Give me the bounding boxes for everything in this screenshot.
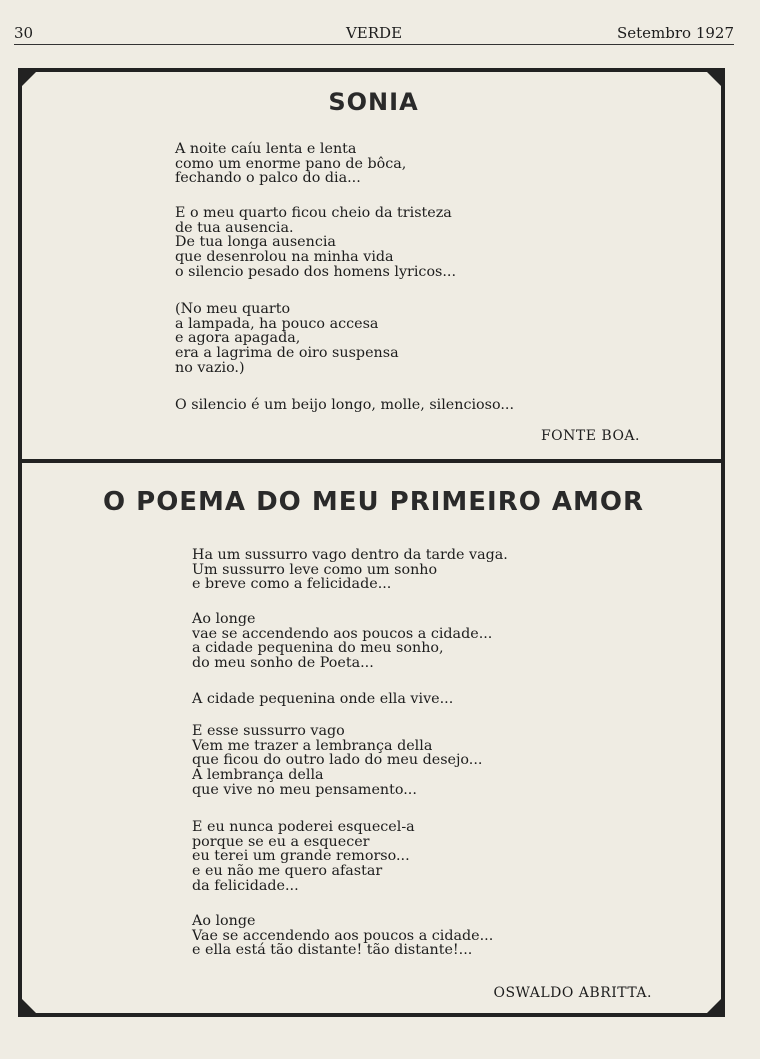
- poem-line: e breve como a felicidade...: [192, 576, 392, 593]
- poem-line: A lembrança della: [192, 767, 324, 784]
- poem2-stanza: [192, 820, 415, 894]
- poem2-stanza: [192, 724, 482, 798]
- poem-line: fechando o palco do dia...: [175, 170, 361, 187]
- poem-line: Um sussurro leve como um sonho: [192, 561, 438, 578]
- page-number: 30: [14, 24, 34, 42]
- poem2-stanza: [192, 692, 453, 707]
- poem-line: Vae se accendendo aos poucos a cidade...: [192, 927, 494, 944]
- poem-line: e eu não me quero afastar: [192, 863, 383, 880]
- poem2-author: OSWALDO ABRITTA.: [493, 985, 652, 1001]
- poem-line: O silencio é um beijo longo, molle, silencioso...: [175, 397, 514, 413]
- poem-line: De tua longa ausencia: [175, 234, 336, 251]
- corner-ornament-top-right: [703, 68, 725, 90]
- poem1-stanza: [175, 302, 399, 376]
- poem-line: E esse sussurro vago: [192, 723, 345, 739]
- corner-ornament-bottom-right: [703, 995, 725, 1017]
- poem1-stanza: [175, 206, 456, 280]
- issue-date: Setembro 1927: [616, 24, 734, 42]
- poem-line: vae se accendendo aos poucos a cidade...: [192, 625, 493, 642]
- poem-line: e ella está tão distante! tão distante!...: [192, 942, 473, 959]
- poem-line: porque se eu a esquecer: [192, 833, 370, 850]
- poem-line: A noite caíu lenta e lenta: [175, 141, 357, 157]
- poem-line: que ficou do outro lado do meu desejo...: [192, 752, 483, 769]
- poem-line: o silencio pesado dos homens lyricos...: [175, 263, 457, 280]
- poem-line: de tua ausencia.: [175, 219, 294, 236]
- poem-line: do meu sonho de Poeta...: [192, 655, 374, 672]
- poem-line: e agora apagada,: [175, 330, 301, 347]
- poem-title-primeiro-amor: O POEMA DO MEU PRIMEIRO AMOR: [102, 487, 644, 517]
- poem-line: Ao longe: [192, 913, 256, 929]
- poem-line: que vive no meu pensamento...: [192, 781, 417, 798]
- poem-line: Ao longe: [192, 611, 256, 627]
- poem2-stanza: [192, 548, 508, 592]
- poem-line: (No meu quarto: [175, 301, 291, 317]
- corner-ornament-top-left: [18, 68, 40, 90]
- poem1-stanza: [175, 398, 514, 413]
- frame-divider: [18, 459, 725, 463]
- poem2-stanza: [192, 612, 492, 671]
- poem-line: eu terei um grande remorso...: [192, 848, 410, 865]
- poem-line: como um enorme pano de bôca,: [175, 155, 407, 172]
- corner-ornament-bottom-left: [18, 995, 40, 1017]
- poem-line: no vazio.): [175, 359, 245, 376]
- poem-line: a lampada, ha pouco accesa: [175, 315, 379, 332]
- poem-title-sonia: SONIA: [328, 88, 419, 116]
- magazine-name: VERDE: [345, 24, 403, 42]
- poem1-stanza: [175, 142, 406, 186]
- poem-line: Vem me trazer a lembrança della: [192, 737, 433, 754]
- poem-line: a cidade pequenina do meu sonho,: [192, 640, 444, 657]
- poem2-stanza: [192, 914, 493, 958]
- poem1-author: FONTE BOA.: [540, 428, 640, 444]
- poem-line: era a lagrima de oiro suspensa: [175, 345, 399, 362]
- poem-line: E eu nunca poderei esquecel-a: [192, 819, 415, 835]
- poem-line: da felicidade...: [192, 877, 299, 894]
- poem-line: Ha um sussurro vago dentro da tarde vaga.: [192, 547, 508, 563]
- page-header: [14, 24, 734, 45]
- poem-line: E o meu quarto ficou cheio da tristeza: [175, 205, 452, 221]
- poem-line: A cidade pequenina onde ella vive...: [192, 691, 454, 707]
- poem-line: que desenrolou na minha vida: [175, 249, 394, 266]
